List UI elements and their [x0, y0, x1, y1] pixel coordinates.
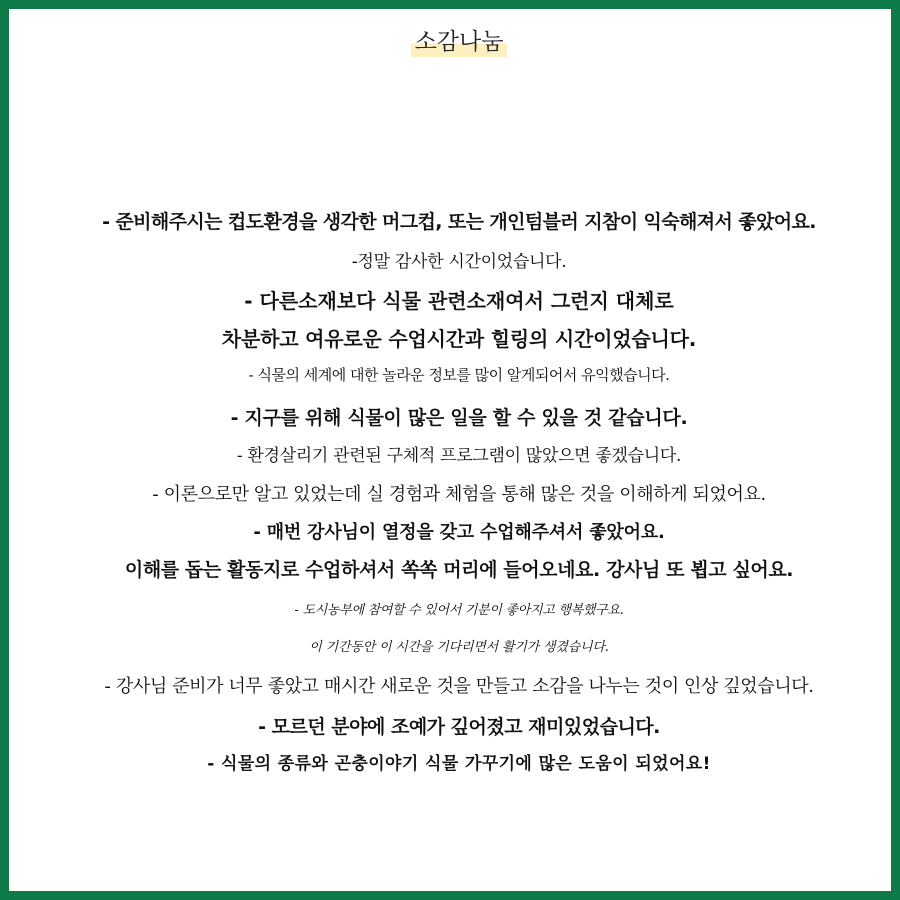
- feedback-line-11: - 도시농부에 참여할 수 있어서 기분이 좋아지고 행복했구요.: [294, 603, 624, 618]
- feedback-line-8: - 이론으로만 알고 있었는데 실 경험과 체험을 통해 많은 것을 이해하게 되었어요.: [152, 484, 766, 505]
- feedback-line-5: - 식물의 세계에 대한 놀라운 정보를 많이 알게되어서 유익했습니다.: [248, 366, 670, 384]
- feedback-line-3: - 다른소재보다 식물 관련소재여서 그런지 대체로: [244, 289, 674, 313]
- page-title: 소감나눔: [411, 27, 508, 57]
- feedback-line-13: - 강사님 준비가 너무 좋았고 매시간 새로운 것을 만들고 소감을 나누는 것이 인상 깊었습니다.: [104, 676, 814, 697]
- feedback-line-15: - 식물의 종류와 곤충이야기 식물 가꾸기에 많은 도움이 되었어요!: [207, 754, 711, 774]
- feedback-line-9: - 매번 강사님이 열정을 갖고 수업해주셔서 좋았어요.: [253, 522, 665, 543]
- feedback-line-7: - 환경살리기 관련된 구체적 프로그램이 많았으면 좋겠습니다.: [236, 446, 682, 466]
- title-area: [9, 27, 900, 57]
- feedback-line-10: 이해를 돕는 활동지로 수업하셔서 쏙쏙 머리에 들어오네요. 강사님 또 뵙고 싶어요.: [124, 559, 794, 581]
- feedback-line-4: 차분하고 여유로운 수업시간과 힐링의 시간이었습니다.: [221, 327, 697, 351]
- feedback-line-1: - 준비해주시는 컵도환경을 생각한 머그컵, 또는 개인텀블러 지참이 익숙해져서 좋았어요.: [102, 211, 816, 233]
- feedback-line-6: - 지구를 위해 식물이 많은 일을 할 수 있을 것 같습니다.: [230, 407, 688, 429]
- feedback-line-14: - 모르던 분야에 조예가 깊어졌고 재미있었습니다.: [258, 716, 660, 738]
- feedback-line-12: 이 기간동안 이 시간을 기다리면서 활기가 생겼습니다.: [309, 640, 609, 655]
- feedback-line-2: -정말 감사한 시간이었습니다.: [351, 252, 567, 272]
